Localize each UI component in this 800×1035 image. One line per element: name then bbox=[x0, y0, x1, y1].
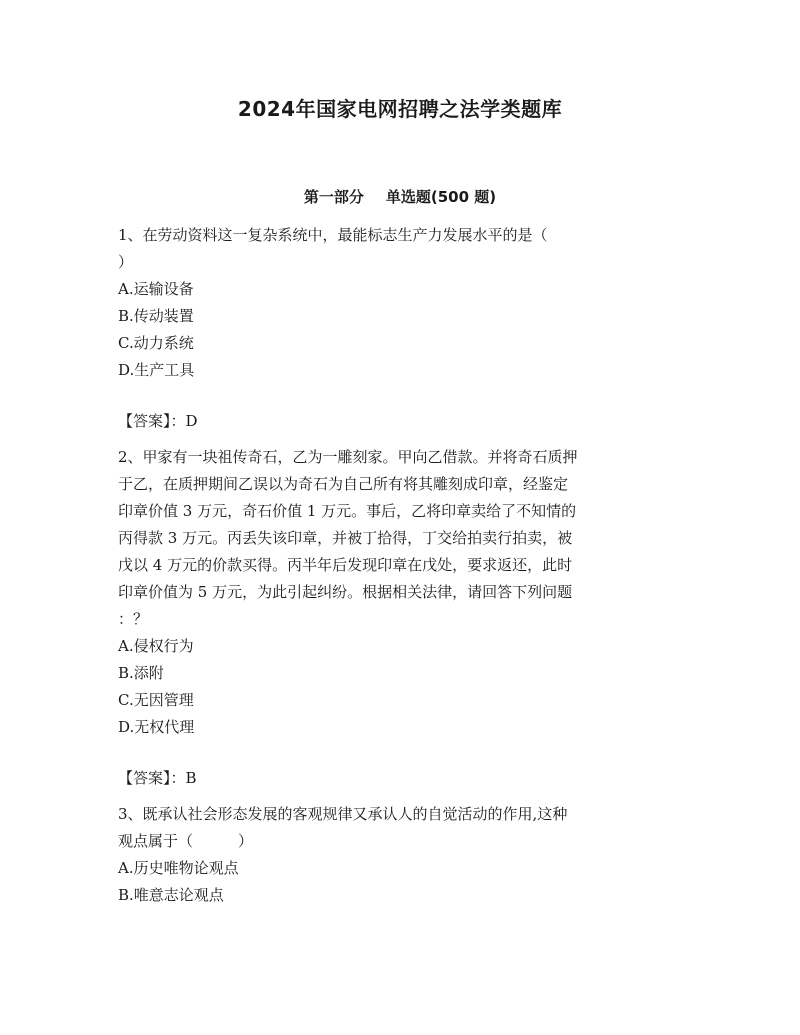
question-text-line: ：？ bbox=[118, 610, 149, 628]
option-a: A.历史唯物论观点 bbox=[118, 859, 239, 877]
option-list bbox=[118, 633, 678, 741]
option-list bbox=[118, 855, 678, 909]
question-text-line: 印章价值为 5 万元，为此引起纠纷。根据相关法律，请回答下列问题 bbox=[118, 583, 573, 601]
question-1 bbox=[118, 222, 678, 435]
question-list bbox=[118, 222, 678, 909]
answer-label: 【答案】： bbox=[118, 769, 186, 787]
option-c: C.无因管理 bbox=[118, 691, 194, 709]
section-heading bbox=[0, 186, 800, 207]
question-text-line: 3、既承认社会形态发展的客观规律又承认人的自觉活动的作用,这种 bbox=[118, 805, 568, 823]
question-text-line: 2、甲家有一块祖传奇石，乙为一雕刻家。甲向乙借款。并将奇石质押 bbox=[118, 448, 578, 466]
section-part: 第一部分 bbox=[303, 188, 364, 206]
option-b: B.传动装置 bbox=[118, 307, 194, 325]
option-c: C.动力系统 bbox=[118, 334, 194, 352]
question-text-line: 印章价值 3 万元，奇石价值 1 万元。事后，乙将印章卖给了不知情的 bbox=[118, 502, 577, 520]
question-text-line: ） bbox=[118, 253, 134, 271]
option-d: D.生产工具 bbox=[118, 361, 195, 379]
answer-line bbox=[118, 765, 678, 792]
answer-value: B bbox=[185, 769, 197, 787]
document-title: 2024年国家电网招聘之法学类题库 bbox=[237, 97, 563, 121]
question-2 bbox=[118, 444, 678, 792]
question-3 bbox=[118, 801, 678, 909]
option-a: A.侵权行为 bbox=[118, 637, 194, 655]
question-text-line: 观点属于（ ） bbox=[118, 832, 254, 850]
section-name: 单选题(500 题) bbox=[385, 188, 497, 206]
question-text-line: 丙得款 3 万元。丙丢失该印章，并被丁拾得，丁交给拍卖行拍卖，被 bbox=[118, 529, 573, 547]
option-a: A.运输设备 bbox=[118, 280, 194, 298]
question-text-line: 于乙，在质押期间乙误以为奇石为自己所有将其雕刻成印章，经鉴定 bbox=[118, 475, 569, 493]
answer-value: D bbox=[185, 412, 198, 430]
answer-line bbox=[118, 408, 678, 435]
option-d: D.无权代理 bbox=[118, 718, 195, 736]
option-b: B.唯意志论观点 bbox=[118, 886, 224, 904]
option-b: B.添附 bbox=[118, 664, 164, 682]
question-text-line: 戊以 4 万元的价款买得。丙半年后发现印章在戊处，要求返还，此时 bbox=[118, 556, 573, 574]
answer-label: 【答案】： bbox=[118, 412, 186, 430]
question-text-line: 1、在劳动资料这一复杂系统中，最能标志生产力发展水平的是（ bbox=[118, 226, 548, 244]
option-list bbox=[118, 276, 678, 384]
